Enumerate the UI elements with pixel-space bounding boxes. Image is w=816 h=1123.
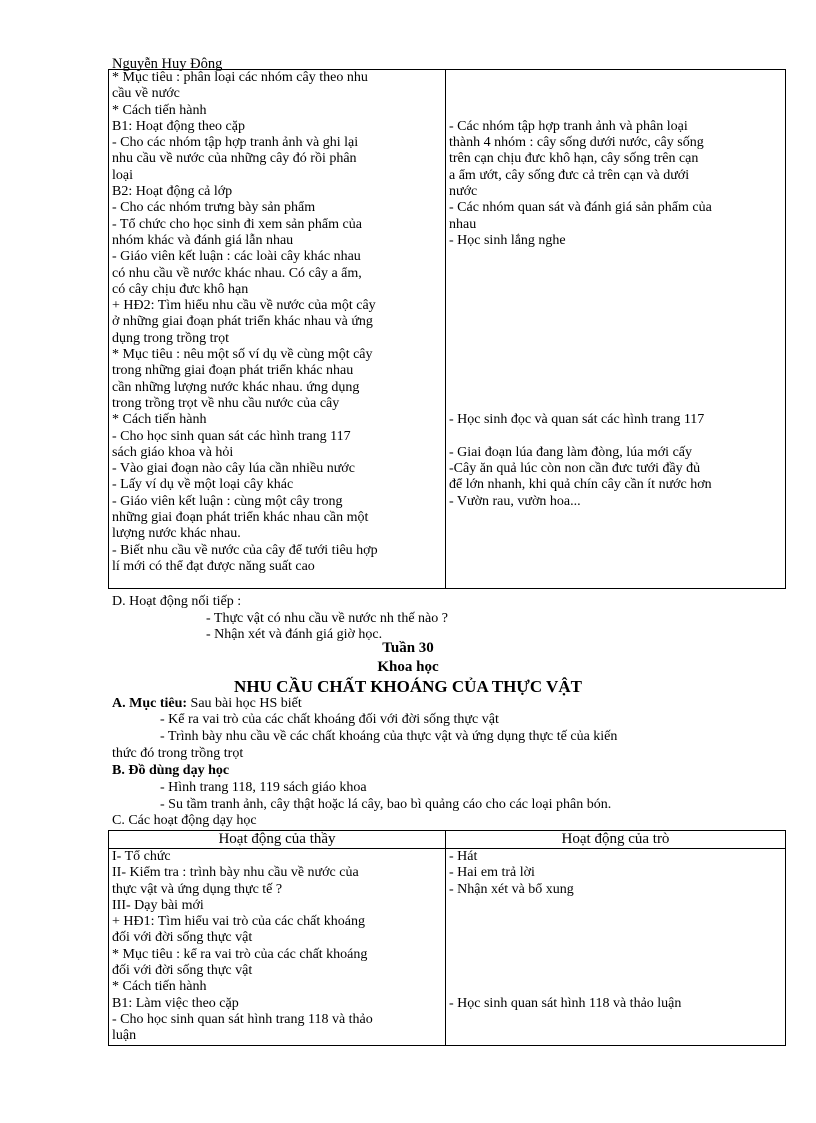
text-line: - Cho học sinh quan sát các hình trang 117 (112, 428, 351, 444)
section-a-heading (112, 696, 302, 712)
header-student: Hoạt động của trò (446, 831, 786, 849)
text-line: - Hai em trả lời (449, 865, 535, 881)
text-line (449, 103, 782, 119)
text-line (449, 86, 782, 102)
text-line: -Cây ăn quả lúc còn non cần đưc tưới đầy đủ (449, 461, 701, 477)
section-b-item: - Hình trang 118, 119 sách giáo khoa (160, 780, 367, 795)
text-line (449, 429, 782, 445)
text-line (449, 363, 782, 379)
text-line: trong những giai đoạn phát triển khác nhau (112, 363, 354, 379)
text-line: nhau (449, 216, 477, 232)
text-line: loại (112, 167, 133, 183)
text-line: - Giáo viên kết luận : cùng một cây trong (112, 493, 343, 509)
text-line: lí mới có thể đạt được năng suất cao (112, 558, 315, 574)
text-line: - Tổ chức cho học sinh đi xem sản phẩm của (112, 216, 362, 232)
text-line (449, 298, 782, 314)
text-line: + HĐ1: Tìm hiểu vai trò của các chất khoáng (112, 914, 365, 930)
text-line: - Học sinh lắng nghe (449, 232, 566, 248)
section-c-label: C. Các hoạt động dạy học (112, 813, 257, 828)
text-line: * Cách tiến hành (112, 979, 207, 995)
section-d-item: - Nhận xét và đánh giá giờ học. (206, 627, 383, 642)
text-line (449, 266, 782, 282)
student-activity-cell (446, 849, 786, 1046)
section-b-item: - Su tầm tranh ảnh, cây thật hoặc lá cây, bao bì quảng cáo cho các loại phân bón. (160, 797, 612, 812)
text-line (449, 396, 782, 412)
section-a-item: - Trình bày nhu cầu về các chất khoáng của thực vật và ứng dụng thực tế của kiến (160, 729, 618, 744)
student-activity-cell (446, 70, 786, 589)
text-line: để lớn nhanh, khi quả chín cây cần ít nước hơn (449, 477, 712, 493)
section-b-label: B. Đồ dùng dạy học (112, 763, 230, 778)
text-line: cần những lượng nước khác nhau. ứng dụng (112, 379, 360, 395)
text-line: đối với đời sống thực vật (112, 930, 253, 946)
text-line: có cây chịu đưc khô hạn (112, 281, 249, 297)
text-line: B1: Làm việc theo cặp (112, 995, 239, 1011)
text-line: - Các nhóm tập hợp tranh ảnh và phân loại (449, 118, 688, 134)
text-line: - Cho học sinh quan sát hình trang 118 và thảo (112, 1011, 373, 1027)
text-line: cầu về nước (112, 86, 180, 102)
text-line: * Cách tiến hành (112, 412, 207, 428)
text-line: dụng trong trồng trọt (112, 330, 230, 346)
teacher-activity-cell (109, 849, 446, 1046)
table-row (109, 70, 786, 589)
text-line (449, 314, 782, 330)
text-line: - Cho các nhóm trưng bày sản phẩm (112, 200, 316, 216)
text-line: * Mục tiêu : nêu một số ví dụ về cùng một cây (112, 347, 373, 363)
activity-table-2 (108, 830, 786, 1046)
text-line: - Hát (449, 849, 478, 864)
text-line: nhu cầu về nước của những cây đó rồi phân (112, 151, 357, 167)
text-line (449, 963, 782, 979)
section-d-item: - Thực vật có nhu cầu về nước nh thế nào ? (206, 611, 448, 626)
text-line: những giai đoạn phát triển khác nhau cần một (112, 510, 369, 526)
table-header-row (109, 831, 786, 849)
author-name: Nguyễn Huy Đông (112, 56, 223, 72)
text-line: III- Dạy bài mới (112, 897, 204, 913)
table-row (109, 849, 786, 1046)
section-a-label: A. Mục tiêu: (112, 696, 188, 711)
text-line (449, 979, 782, 995)
text-line: I- Tổ chức (112, 849, 171, 864)
text-line: - Vào giai đoạn nào cây lúa cần nhiều nước (112, 461, 355, 477)
text-line (449, 70, 782, 86)
section-d-title: D. Hoạt động nối tiếp : (112, 594, 242, 609)
text-line: thành 4 nhóm : cây sống dưới nước, cây sống (449, 135, 704, 151)
text-line: - Học sinh đọc và quan sát các hình trang 117 (449, 412, 705, 428)
text-line: sách giáo khoa và hỏi (112, 444, 234, 460)
text-line: - Lấy ví dụ về một loại cây khác (112, 477, 294, 493)
text-line: - Giai đoạn lúa đang làm đòng, lúa mới cấy (449, 444, 693, 460)
text-line (449, 380, 782, 396)
text-line: ở những giai đoạn phát triển khác nhau và ứng (112, 314, 373, 330)
text-line (449, 930, 782, 946)
text-line: đối với đời sống thực vật (112, 963, 253, 979)
text-line (449, 331, 782, 347)
text-line (449, 249, 782, 265)
lesson-subject: Khoa học (377, 659, 439, 675)
section-a-item: - Kể ra vai trò của các chất khoáng đối với đời sống thực vật (160, 712, 499, 727)
text-line: - Các nhóm quan sát và đánh giá sản phẩm của (449, 200, 712, 216)
text-line: - Vườn rau, vườn hoa... (449, 493, 581, 509)
text-line: nước (449, 184, 478, 200)
text-line (449, 1012, 782, 1028)
text-line: trong trồng trọt về nhu cầu nước của cây (112, 395, 340, 411)
text-line: * Cách tiến hành (112, 102, 207, 118)
text-line: thực vật và ứng dụng thực tế ? (112, 881, 283, 897)
text-line: B2: Hoạt động cả lớp (112, 184, 233, 200)
text-line: * Mục tiêu : phân loại các nhóm cây theo nhu (112, 70, 368, 85)
text-line: * Mục tiêu : kể ra vai trò của các chất khoáng (112, 946, 368, 962)
text-line: - Nhận xét và bổ xung (449, 881, 574, 897)
text-line: - Học sinh quan sát hình 118 và thảo luận (449, 995, 682, 1011)
text-line (449, 1028, 782, 1044)
text-line: luận (112, 1028, 137, 1044)
text-line (449, 947, 782, 963)
text-line: nhóm khác và đánh giá lẫn nhau (112, 232, 294, 248)
text-line: II- Kiểm tra : trình bày nhu cầu về nước của (112, 865, 359, 881)
teacher-activity-cell (109, 70, 446, 589)
text-line: có nhu cầu về nước khác nhau. Có cây a ẩm, (112, 265, 362, 281)
lesson-title: NHU CẦU CHẤT KHOÁNG CỦA THỰC VẬT (234, 677, 582, 696)
section-a-item: thức đó trong trồng trọt (112, 746, 244, 761)
section-a-intro: Sau bài học HS biết (187, 696, 302, 711)
text-line: + HĐ2: Tìm hiểu nhu cầu về nước của một cây (112, 298, 376, 314)
lesson-week: Tuần 30 (382, 640, 434, 656)
text-line: B1: Hoạt động theo cặp (112, 118, 245, 134)
text-line: - Biết nhu cầu về nước của cây để tưới tiêu hợp (112, 542, 378, 558)
text-line: a ẩm ướt, cây sống đưc cả trên cạn và dưới (449, 167, 690, 183)
text-line: trên cạn chịu đưc khô hạn, cây sống trên cạn (449, 151, 699, 167)
text-line: - Cho các nhóm tập hợp tranh ảnh và ghi lại (112, 135, 359, 151)
text-line (449, 898, 782, 914)
text-line (449, 347, 782, 363)
text-line (449, 282, 782, 298)
text-line: lượng nước khác nhau. (112, 526, 241, 542)
header-teacher: Hoạt động của thầy (109, 831, 446, 849)
text-line: - Giáo viên kết luận : các loài cây khác nhau (112, 249, 361, 265)
activity-table-1 (108, 69, 786, 589)
text-line (449, 914, 782, 930)
